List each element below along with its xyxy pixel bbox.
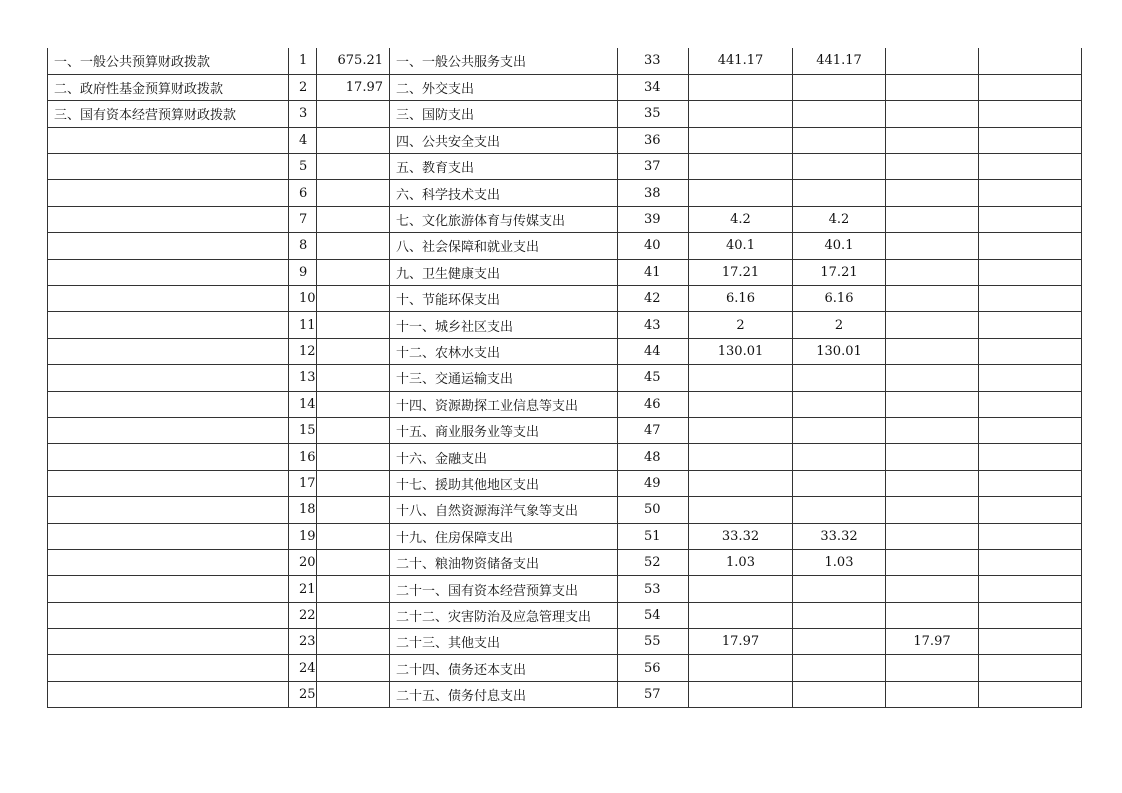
- expense-item: 五、教育支出: [390, 154, 618, 180]
- income-label: 三、国有资本经营预算财政拨款: [48, 101, 289, 127]
- general-budget-amount: [793, 497, 886, 523]
- other-amount: [979, 681, 1082, 707]
- expense-row-number: 39: [618, 206, 689, 232]
- other-amount: [979, 444, 1082, 470]
- table-row: [48, 338, 1082, 364]
- expense-total: [689, 154, 793, 180]
- expense-item: 二十五、债务付息支出: [390, 681, 618, 707]
- other-amount: [979, 470, 1082, 496]
- expense-item: 二十二、灾害防治及应急管理支出: [390, 602, 618, 628]
- expense-total: [689, 681, 793, 707]
- income-row-number: 3: [289, 101, 317, 127]
- expense-total: [689, 444, 793, 470]
- expense-item: 十三、交通运输支出: [390, 365, 618, 391]
- general-budget-amount: [793, 576, 886, 602]
- income-label: [48, 154, 289, 180]
- expense-total: [689, 470, 793, 496]
- table-row: [48, 365, 1082, 391]
- expense-row-number: 46: [618, 391, 689, 417]
- government-fund-amount: [886, 391, 979, 417]
- expense-row-number: 42: [618, 286, 689, 312]
- table-row: [48, 154, 1082, 180]
- general-budget-amount: 6.16: [793, 286, 886, 312]
- expense-total: [689, 74, 793, 100]
- expense-item: 二十一、国有资本经营预算支出: [390, 576, 618, 602]
- government-fund-amount: [886, 338, 979, 364]
- expense-item: 一、一般公共服务支出: [390, 48, 618, 74]
- income-label: [48, 127, 289, 153]
- government-fund-amount: [886, 127, 979, 153]
- income-label: [48, 444, 289, 470]
- income-row-number: 24: [289, 655, 317, 681]
- table-row: [48, 655, 1082, 681]
- income-label: [48, 180, 289, 206]
- other-amount: [979, 629, 1082, 655]
- expense-total: 17.21: [689, 259, 793, 285]
- general-budget-amount: [793, 365, 886, 391]
- income-amount: 17.97: [317, 74, 390, 100]
- other-amount: [979, 180, 1082, 206]
- expense-row-number: 48: [618, 444, 689, 470]
- government-fund-amount: [886, 444, 979, 470]
- expense-total: 17.97: [689, 629, 793, 655]
- other-amount: [979, 391, 1082, 417]
- other-amount: [979, 127, 1082, 153]
- other-amount: [979, 365, 1082, 391]
- expense-row-number: 49: [618, 470, 689, 496]
- income-label: [48, 497, 289, 523]
- other-amount: [979, 602, 1082, 628]
- table-row: [48, 417, 1082, 443]
- table-row: [48, 233, 1082, 259]
- government-fund-amount: [886, 154, 979, 180]
- general-budget-amount: 441.17: [793, 48, 886, 74]
- income-label: [48, 629, 289, 655]
- income-amount: [317, 286, 390, 312]
- income-row-number: 16: [289, 444, 317, 470]
- income-label: [48, 286, 289, 312]
- general-budget-amount: [793, 629, 886, 655]
- income-label: [48, 523, 289, 549]
- income-label: [48, 417, 289, 443]
- expense-item: 八、社会保障和就业支出: [390, 233, 618, 259]
- government-fund-amount: [886, 655, 979, 681]
- income-amount: [317, 549, 390, 575]
- expense-row-number: 37: [618, 154, 689, 180]
- table-row: [48, 549, 1082, 575]
- table-row: [48, 681, 1082, 707]
- government-fund-amount: [886, 365, 979, 391]
- table-row: [48, 444, 1082, 470]
- expense-row-number: 56: [618, 655, 689, 681]
- table-row: [48, 629, 1082, 655]
- expense-row-number: 50: [618, 497, 689, 523]
- government-fund-amount: [886, 101, 979, 127]
- expense-item: 二十、粮油物资储备支出: [390, 549, 618, 575]
- income-amount: 675.21: [317, 48, 390, 74]
- expense-total: [689, 101, 793, 127]
- table-row: [48, 523, 1082, 549]
- other-amount: [979, 259, 1082, 285]
- expense-row-number: 43: [618, 312, 689, 338]
- income-amount: [317, 655, 390, 681]
- expense-item: 六、科学技术支出: [390, 180, 618, 206]
- income-label: [48, 259, 289, 285]
- other-amount: [979, 576, 1082, 602]
- other-amount: [979, 48, 1082, 74]
- income-amount: [317, 154, 390, 180]
- other-amount: [979, 417, 1082, 443]
- income-row-number: 20: [289, 549, 317, 575]
- income-label: [48, 338, 289, 364]
- government-fund-amount: [886, 602, 979, 628]
- government-fund-amount: [886, 233, 979, 259]
- income-label: [48, 549, 289, 575]
- expense-total: [689, 655, 793, 681]
- table-row: [48, 206, 1082, 232]
- income-amount: [317, 470, 390, 496]
- other-amount: [979, 286, 1082, 312]
- other-amount: [979, 154, 1082, 180]
- expense-total: [689, 365, 793, 391]
- income-row-number: 12: [289, 338, 317, 364]
- income-amount: [317, 312, 390, 338]
- expense-item: 十二、农林水支出: [390, 338, 618, 364]
- income-row-number: 9: [289, 259, 317, 285]
- expense-row-number: 54: [618, 602, 689, 628]
- income-label: [48, 365, 289, 391]
- general-budget-amount: [793, 470, 886, 496]
- income-row-number: 5: [289, 154, 317, 180]
- income-row-number: 14: [289, 391, 317, 417]
- income-row-number: 6: [289, 180, 317, 206]
- general-budget-amount: 1.03: [793, 549, 886, 575]
- income-amount: [317, 681, 390, 707]
- general-budget-amount: [793, 154, 886, 180]
- income-label: [48, 681, 289, 707]
- table-row: [48, 127, 1082, 153]
- table-row: [48, 101, 1082, 127]
- expense-row-number: 51: [618, 523, 689, 549]
- expense-total: [689, 417, 793, 443]
- income-row-number: 15: [289, 417, 317, 443]
- table-body: [48, 48, 1082, 708]
- government-fund-amount: [886, 681, 979, 707]
- general-budget-amount: 40.1: [793, 233, 886, 259]
- government-fund-amount: [886, 206, 979, 232]
- expense-total: 4.2: [689, 206, 793, 232]
- table-row: [48, 312, 1082, 338]
- expense-total: [689, 391, 793, 417]
- other-amount: [979, 312, 1082, 338]
- income-amount: [317, 497, 390, 523]
- income-label: 一、一般公共预算财政拨款: [48, 48, 289, 74]
- income-row-number: 18: [289, 497, 317, 523]
- income-amount: [317, 233, 390, 259]
- other-amount: [979, 549, 1082, 575]
- expense-total: [689, 576, 793, 602]
- expense-item: 十八、自然资源海洋气象等支出: [390, 497, 618, 523]
- expense-item: 十、节能环保支出: [390, 286, 618, 312]
- expense-row-number: 44: [618, 338, 689, 364]
- other-amount: [979, 523, 1082, 549]
- table-row: [48, 48, 1082, 74]
- expense-row-number: 33: [618, 48, 689, 74]
- income-row-number: 7: [289, 206, 317, 232]
- general-budget-amount: [793, 127, 886, 153]
- income-row-number: 4: [289, 127, 317, 153]
- general-budget-amount: [793, 655, 886, 681]
- expense-row-number: 36: [618, 127, 689, 153]
- table-row: [48, 602, 1082, 628]
- government-fund-amount: [886, 259, 979, 285]
- income-label: [48, 576, 289, 602]
- income-amount: [317, 444, 390, 470]
- expense-row-number: 52: [618, 549, 689, 575]
- expense-item: 十五、商业服务业等支出: [390, 417, 618, 443]
- other-amount: [979, 206, 1082, 232]
- table-row: [48, 180, 1082, 206]
- table-row: [48, 259, 1082, 285]
- expense-total: 2: [689, 312, 793, 338]
- general-budget-amount: [793, 101, 886, 127]
- expense-item: 七、文化旅游体育与传媒支出: [390, 206, 618, 232]
- government-fund-amount: [886, 286, 979, 312]
- expense-item: 四、公共安全支出: [390, 127, 618, 153]
- general-budget-amount: 2: [793, 312, 886, 338]
- other-amount: [979, 233, 1082, 259]
- expense-row-number: 53: [618, 576, 689, 602]
- other-amount: [979, 497, 1082, 523]
- table-row: [48, 74, 1082, 100]
- general-budget-amount: [793, 602, 886, 628]
- government-fund-amount: [886, 470, 979, 496]
- income-label: [48, 312, 289, 338]
- income-amount: [317, 180, 390, 206]
- income-row-number: 13: [289, 365, 317, 391]
- income-row-number: 22: [289, 602, 317, 628]
- expense-item: 三、国防支出: [390, 101, 618, 127]
- government-fund-amount: [886, 180, 979, 206]
- other-amount: [979, 338, 1082, 364]
- general-budget-amount: [793, 681, 886, 707]
- general-budget-amount: 130.01: [793, 338, 886, 364]
- income-amount: [317, 417, 390, 443]
- government-fund-amount: [886, 523, 979, 549]
- income-amount: [317, 365, 390, 391]
- expense-row-number: 40: [618, 233, 689, 259]
- general-budget-amount: 33.32: [793, 523, 886, 549]
- income-amount: [317, 523, 390, 549]
- expense-total: [689, 602, 793, 628]
- income-label: [48, 233, 289, 259]
- expense-row-number: 38: [618, 180, 689, 206]
- government-fund-amount: [886, 549, 979, 575]
- income-row-number: 10: [289, 286, 317, 312]
- income-amount: [317, 206, 390, 232]
- table-row: [48, 576, 1082, 602]
- government-fund-amount: [886, 48, 979, 74]
- income-row-number: 23: [289, 629, 317, 655]
- income-row-number: 1: [289, 48, 317, 74]
- table-row: [48, 286, 1082, 312]
- general-budget-amount: [793, 444, 886, 470]
- income-label: [48, 470, 289, 496]
- expense-row-number: 57: [618, 681, 689, 707]
- expense-item: 十一、城乡社区支出: [390, 312, 618, 338]
- expense-row-number: 47: [618, 417, 689, 443]
- general-budget-amount: 17.21: [793, 259, 886, 285]
- income-amount: [317, 576, 390, 602]
- general-budget-amount: [793, 74, 886, 100]
- expense-item: 十九、住房保障支出: [390, 523, 618, 549]
- expense-item: 二十三、其他支出: [390, 629, 618, 655]
- expense-total: 1.03: [689, 549, 793, 575]
- expense-item: 十六、金融支出: [390, 444, 618, 470]
- income-label: [48, 206, 289, 232]
- expense-total: 40.1: [689, 233, 793, 259]
- income-row-number: 19: [289, 523, 317, 549]
- expense-row-number: 34: [618, 74, 689, 100]
- income-row-number: 2: [289, 74, 317, 100]
- income-amount: [317, 101, 390, 127]
- income-amount: [317, 602, 390, 628]
- general-budget-amount: [793, 391, 886, 417]
- income-label: [48, 391, 289, 417]
- income-amount: [317, 259, 390, 285]
- income-row-number: 25: [289, 681, 317, 707]
- other-amount: [979, 74, 1082, 100]
- expense-total: [689, 127, 793, 153]
- expense-total: 130.01: [689, 338, 793, 364]
- income-amount: [317, 629, 390, 655]
- general-budget-amount: 4.2: [793, 206, 886, 232]
- expense-row-number: 45: [618, 365, 689, 391]
- expense-item: 二、外交支出: [390, 74, 618, 100]
- income-row-number: 21: [289, 576, 317, 602]
- government-fund-amount: 17.97: [886, 629, 979, 655]
- expense-total: [689, 180, 793, 206]
- expense-row-number: 35: [618, 101, 689, 127]
- income-amount: [317, 391, 390, 417]
- income-label: [48, 602, 289, 628]
- government-fund-amount: [886, 497, 979, 523]
- other-amount: [979, 101, 1082, 127]
- expense-item: 二十四、债务还本支出: [390, 655, 618, 681]
- general-budget-amount: [793, 417, 886, 443]
- general-budget-amount: [793, 180, 886, 206]
- income-row-number: 8: [289, 233, 317, 259]
- expense-total: [689, 497, 793, 523]
- budget-table: [47, 48, 1082, 708]
- income-amount: [317, 338, 390, 364]
- government-fund-amount: [886, 417, 979, 443]
- income-label: [48, 655, 289, 681]
- income-amount: [317, 127, 390, 153]
- table-row: [48, 497, 1082, 523]
- expense-total: 6.16: [689, 286, 793, 312]
- expense-row-number: 55: [618, 629, 689, 655]
- expense-total: 33.32: [689, 523, 793, 549]
- government-fund-amount: [886, 576, 979, 602]
- income-row-number: 11: [289, 312, 317, 338]
- income-row-number: 17: [289, 470, 317, 496]
- expense-total: 441.17: [689, 48, 793, 74]
- other-amount: [979, 655, 1082, 681]
- table-row: [48, 391, 1082, 417]
- government-fund-amount: [886, 74, 979, 100]
- expense-row-number: 41: [618, 259, 689, 285]
- table-row: [48, 470, 1082, 496]
- expense-item: 十四、资源勘探工业信息等支出: [390, 391, 618, 417]
- government-fund-amount: [886, 312, 979, 338]
- income-label: 二、政府性基金预算财政拨款: [48, 74, 289, 100]
- expense-item: 九、卫生健康支出: [390, 259, 618, 285]
- expense-item: 十七、援助其他地区支出: [390, 470, 618, 496]
